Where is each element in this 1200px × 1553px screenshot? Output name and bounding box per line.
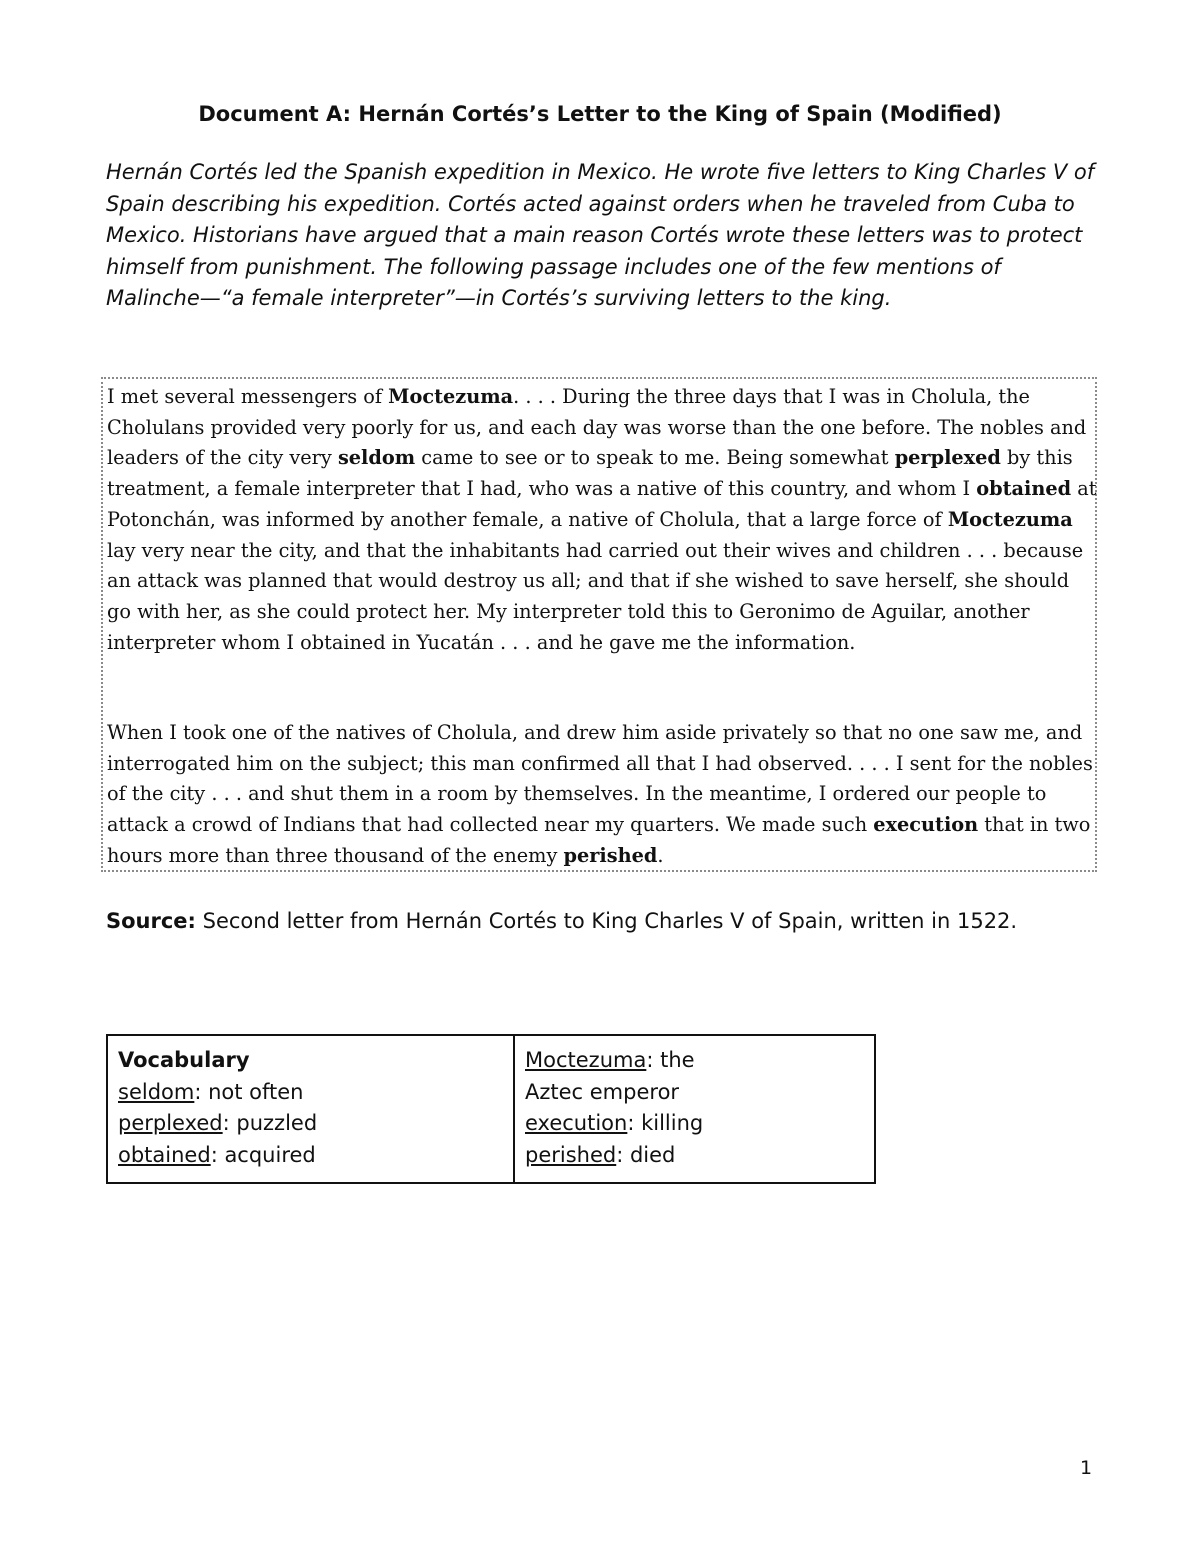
excerpt-text: came to see or to speak to me. Being somewhat	[415, 446, 895, 470]
vocabulary-entry	[525, 1108, 864, 1140]
vocabulary-definition: : the Aztec emperor	[525, 1048, 695, 1104]
vocabulary-column-left	[107, 1035, 514, 1183]
vocabulary-heading: Vocabulary	[118, 1048, 250, 1072]
vocabulary-definition: : not often	[194, 1079, 304, 1104]
excerpt-text: by this treatment, a female interpreter that I had, who was a native of this country, and whom I	[107, 446, 1073, 501]
vocabulary-column-right	[514, 1035, 875, 1183]
vocabulary-entry	[525, 1045, 755, 1108]
vocabulary-term: obtained	[118, 1142, 211, 1167]
vocabulary-table	[106, 1034, 876, 1184]
excerpt-text: .	[657, 843, 664, 867]
vocabulary-entry	[118, 1077, 503, 1109]
document-title: Document A: Hernán Cortés’s Letter to the King of Spain (Modified)	[198, 102, 1002, 126]
letter-excerpt-box	[101, 377, 1097, 872]
vocabulary-term: perplexed	[118, 1111, 223, 1135]
page-number: 1	[1080, 1457, 1093, 1479]
vocab-term-perished: perished	[563, 843, 658, 867]
vocabulary-entry	[525, 1140, 864, 1172]
vocabulary-entry	[118, 1140, 503, 1172]
vocabulary-definition: : killing	[627, 1111, 704, 1135]
excerpt-paragraph-1	[107, 382, 1097, 658]
excerpt-text: that in two hours more than three thousand of the enemy	[107, 813, 1091, 867]
intro-paragraph: Hernán Cortés led the Spanish expedition in Mexico. He wrote five letters to King Charles V of Spain describing his expedition. Cortés acted against orders when he traveled from Cuba to Mexico. Historians have argued that a main reason Cortés wrote these letters was to protect himself from punishment. The following passage includes one of the few mentions of Malinche—“a female interpreter”—in Cortés’s surviving letters to the king.	[106, 160, 1095, 311]
vocab-term-execution: execution	[873, 813, 979, 837]
vocabulary-definition: : died	[616, 1142, 676, 1167]
vocab-term-seldom: seldom	[337, 446, 416, 470]
vocabulary-term: seldom	[118, 1079, 195, 1104]
source-citation	[106, 905, 1096, 937]
vocab-term-moctezuma: Moctezuma	[388, 385, 514, 408]
vocab-term-obtained: obtained	[976, 477, 1072, 501]
vocabulary-term: execution	[525, 1111, 628, 1135]
vocabulary-definition: : acquired	[210, 1142, 316, 1167]
excerpt-text: . . . . During the three days that I was in Cholula, the Cholulans provided very poorly for us, and each day was worse than the one before. The nobles and leaders of the city very	[107, 385, 1087, 470]
excerpt-paragraph-2	[107, 718, 1097, 872]
source-label: Source:	[106, 909, 196, 933]
vocabulary-definition: : puzzled	[222, 1111, 318, 1135]
vocab-term-perplexed: perplexed	[894, 446, 1001, 470]
vocabulary-term: perished	[525, 1142, 617, 1167]
vocab-term-moctezuma: Moctezuma	[947, 507, 1073, 531]
excerpt-text: I met several messengers of	[107, 385, 389, 408]
vocabulary-term: Moctezuma	[525, 1048, 647, 1072]
excerpt-text: When I took one of the natives of Cholula, and drew him aside privately so that no one saw me, and interrogated him on the subject; this man confirmed all that I had observed. . . . I sent for the nobles of the city . . . and shut them in a room by themselves. In the meantime, I ordered our people to attack a crowd of Indians that had collected near my quarters. We made such	[107, 721, 1093, 837]
excerpt-text: at Potonchán, was informed by another female, a native of Cholula, that a large force of	[107, 477, 1097, 531]
vocabulary-entry	[118, 1108, 503, 1140]
excerpt-text: lay very near the city, and that the inhabitants had carried out their wives and children . . . because an attack was planned that would destroy us all; and that if she wished to save herself, she should go with her, as she could protect her. My interpreter told this to Geronimo de Aguilar, another interpreter whom I obtained in Yucatán . . . and he gave me the information.	[107, 538, 1084, 654]
source-text: Second letter from Hernán Cortés to King Charles V of Spain, written in 1522.	[195, 909, 1018, 933]
